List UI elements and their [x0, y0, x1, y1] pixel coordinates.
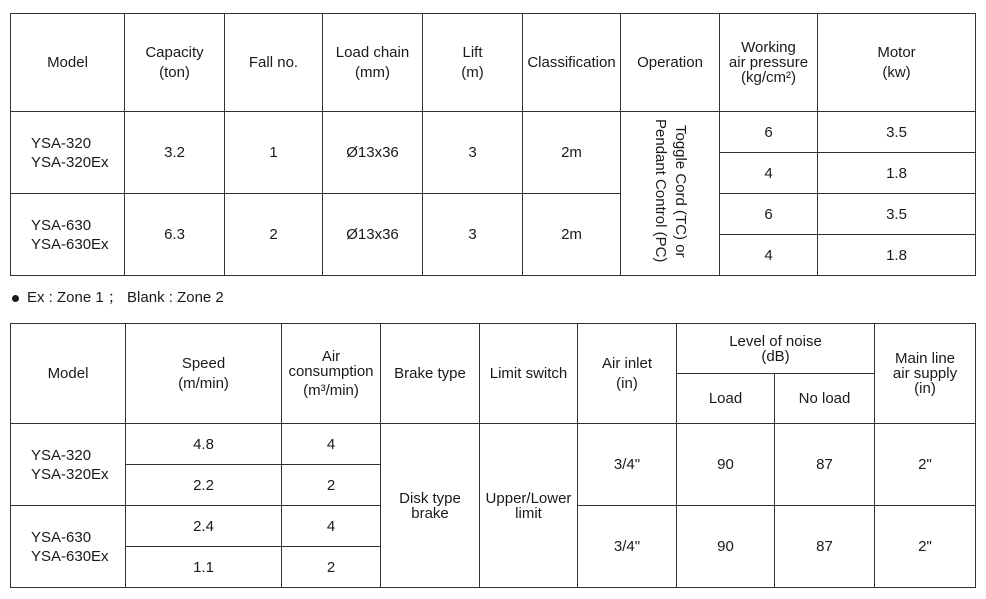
table-row — [11, 194, 976, 235]
classification-cell: 2m — [523, 112, 621, 194]
header-row — [11, 14, 976, 112]
header-working-air-pressure: Working air pressure (kg/cm²) — [720, 14, 818, 112]
model-cell: YSA-630 YSA-630Ex — [11, 194, 125, 276]
air-consumption-cell: 4 — [282, 424, 381, 465]
header-motor: Motor (kw) — [818, 14, 976, 112]
noise-no-load-cell: 87 — [775, 506, 875, 588]
noise-load-cell: 90 — [677, 506, 775, 588]
model-cell: YSA-320 YSA-320Ex — [11, 112, 125, 194]
load-chain-cell: Ø13x36 — [323, 194, 423, 276]
header-limit-switch: Limit switch — [480, 324, 578, 424]
header-capacity: Capacity (ton) — [125, 14, 225, 112]
header-speed: Speed (m/min) — [126, 324, 282, 424]
pressure-cell: 6 — [720, 112, 818, 153]
model-cell: YSA-630 YSA-630Ex — [11, 506, 126, 588]
header-fall-no: Fall no. — [225, 14, 323, 112]
brake-type-cell: Disk type brake — [381, 424, 480, 588]
pressure-cell: 4 — [720, 153, 818, 194]
air-inlet-cell: 3/4" — [578, 424, 677, 506]
table-row — [11, 112, 976, 153]
speed-cell: 2.2 — [126, 465, 282, 506]
pressure-cell: 6 — [720, 194, 818, 235]
fall-no-cell: 2 — [225, 194, 323, 276]
header-model: Model — [11, 324, 126, 424]
table-row — [11, 424, 976, 465]
capacity-cell: 3.2 — [125, 112, 225, 194]
motor-cell: 1.8 — [818, 235, 976, 276]
air-inlet-cell: 3/4" — [578, 506, 677, 588]
zone-note: Ex : Zone 1 ； Blank : Zone 2 — [12, 286, 224, 307]
header-operation: Operation — [621, 14, 720, 112]
classification-cell: 2m — [523, 194, 621, 276]
speed-cell: 2.4 — [126, 506, 282, 547]
header-row — [11, 324, 976, 374]
header-noise-no-load: No load — [775, 374, 875, 424]
header-lift: Lift (m) — [423, 14, 523, 112]
speed-cell: 4.8 — [126, 424, 282, 465]
motor-cell: 1.8 — [818, 153, 976, 194]
motor-cell: 3.5 — [818, 112, 976, 153]
header-classification: Classification — [523, 14, 621, 112]
spec-table-2 — [10, 323, 976, 588]
fall-no-cell: 1 — [225, 112, 323, 194]
motor-cell: 3.5 — [818, 194, 976, 235]
limit-switch-cell: Upper/Lower limit — [480, 424, 578, 588]
bullet-icon — [12, 295, 19, 302]
main-line-cell: 2" — [875, 424, 976, 506]
spec-table-1 — [10, 13, 976, 276]
header-model: Model — [11, 14, 125, 112]
speed-cell: 1.1 — [126, 547, 282, 588]
pressure-cell: 4 — [720, 235, 818, 276]
header-main-line: Main line air supply (in) — [875, 324, 976, 424]
header-noise-load: Load — [677, 374, 775, 424]
air-consumption-cell: 2 — [282, 465, 381, 506]
noise-no-load-cell: 87 — [775, 424, 875, 506]
noise-load-cell: 90 — [677, 424, 775, 506]
main-line-cell: 2" — [875, 506, 976, 588]
header-air-consumption: Air consumption (m³/min) — [282, 324, 381, 424]
lift-cell: 3 — [423, 112, 523, 194]
header-noise: Level of noise (dB) — [677, 324, 875, 374]
header-air-inlet: Air inlet (in) — [578, 324, 677, 424]
lift-cell: 3 — [423, 194, 523, 276]
operation-cell: Toggle Cord (TC) or Pendant Control (PC) — [621, 112, 720, 276]
header-load-chain: Load chain (mm) — [323, 14, 423, 112]
model-cell: YSA-320 YSA-320Ex — [11, 424, 126, 506]
load-chain-cell: Ø13x36 — [323, 112, 423, 194]
capacity-cell: 6.3 — [125, 194, 225, 276]
air-consumption-cell: 2 — [282, 547, 381, 588]
header-brake-type: Brake type — [381, 324, 480, 424]
air-consumption-cell: 4 — [282, 506, 381, 547]
